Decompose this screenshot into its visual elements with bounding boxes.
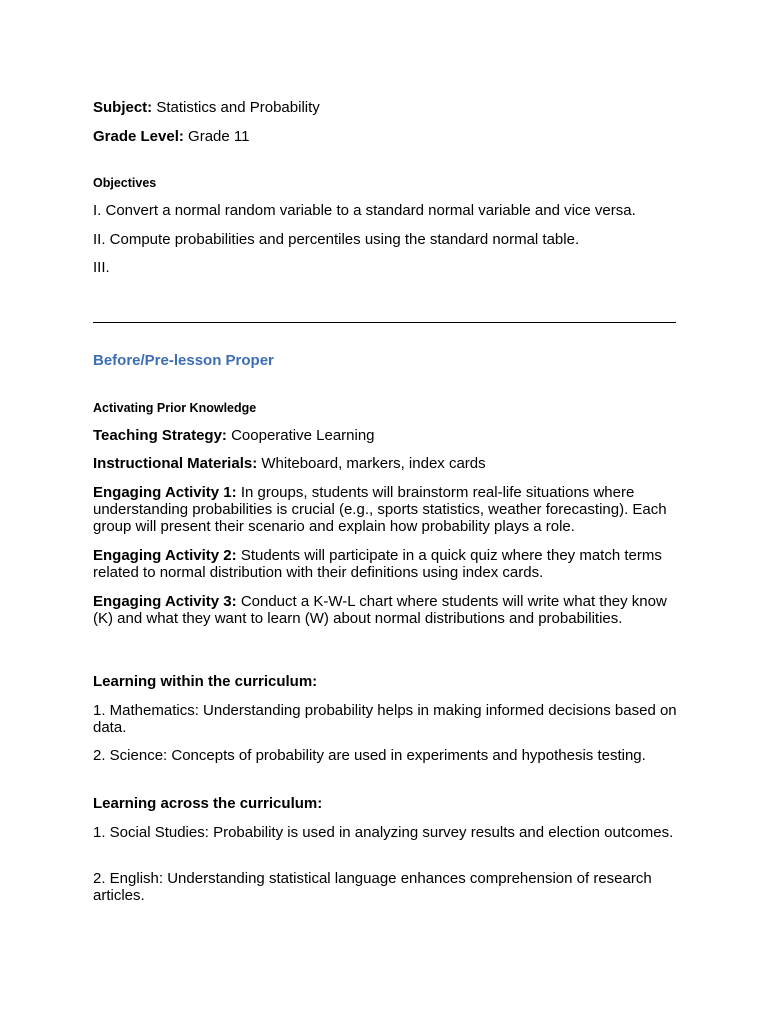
engaging-activity-label: Engaging Activity 3: — [93, 593, 237, 610]
engaging-activity-text: Conduct a K-W-L chart where students will write what they know (K) and what they want to learn (W) about normal distributions and probabilities. — [93, 593, 667, 627]
subject-label: Subject: — [93, 99, 153, 116]
instructional-materials-line — [93, 455, 678, 472]
engaging-activity-label: Engaging Activity 2: — [93, 547, 237, 564]
objective-item: II. Compute probabilities and percentiles using the standard normal table. — [93, 231, 580, 248]
grade-level-label: Grade Level: — [93, 128, 184, 145]
learning-across-item: 2. English: Understanding statistical language enhances comprehension of research articles. — [93, 870, 652, 904]
subject-line — [93, 99, 678, 116]
instructional-materials-label: Instructional Materials: — [93, 455, 258, 472]
objectives-heading: Objectives — [93, 176, 157, 190]
teaching-strategy-value: Cooperative Learning — [231, 427, 375, 444]
learning-within-item: 2. Science: Concepts of probability are used in experiments and hypothesis testing. — [93, 747, 646, 764]
engaging-activity-text: In groups, students will brainstorm real-life situations where understanding probabilities is crucial (e.g., sports statistics, weather forecasting). Each group will present their scenario and explain how probability plays a role. — [93, 484, 667, 535]
prior-knowledge-subheading: Activating Prior Knowledge — [93, 401, 257, 415]
learning-within-item: 1. Mathematics: Understanding probability helps in making informed decisions based on data. — [93, 702, 677, 736]
objective-item: I. Convert a normal random variable to a standard normal variable and vice versa. — [93, 202, 636, 219]
teaching-strategy-line — [93, 427, 678, 444]
objective-item: III. — [93, 259, 110, 276]
learning-within-heading: Learning within the curriculum: — [93, 673, 318, 690]
engaging-activity-3 — [93, 593, 678, 627]
instructional-materials-value: Whiteboard, markers, index cards — [261, 455, 486, 472]
subject-value: Statistics and Probability — [156, 99, 320, 116]
learning-across-item: 1. Social Studies: Probability is used in analyzing survey results and election outcomes. — [93, 824, 674, 841]
grade-level-value: Grade 11 — [188, 128, 250, 145]
prelesson-heading: Before/Pre-lesson Proper — [93, 352, 274, 369]
learning-across-heading: Learning across the curriculum: — [93, 795, 323, 812]
grade-level-line — [93, 128, 678, 145]
teaching-strategy-label: Teaching Strategy: — [93, 427, 227, 444]
engaging-activity-text: Students will participate in a quick quiz where they match terms related to normal distribution with their definitions using index cards. — [93, 547, 662, 581]
engaging-activity-1 — [93, 484, 678, 535]
engaging-activity-2 — [93, 547, 678, 581]
horizontal-divider — [93, 322, 676, 323]
engaging-activity-label: Engaging Activity 1: — [93, 484, 237, 501]
